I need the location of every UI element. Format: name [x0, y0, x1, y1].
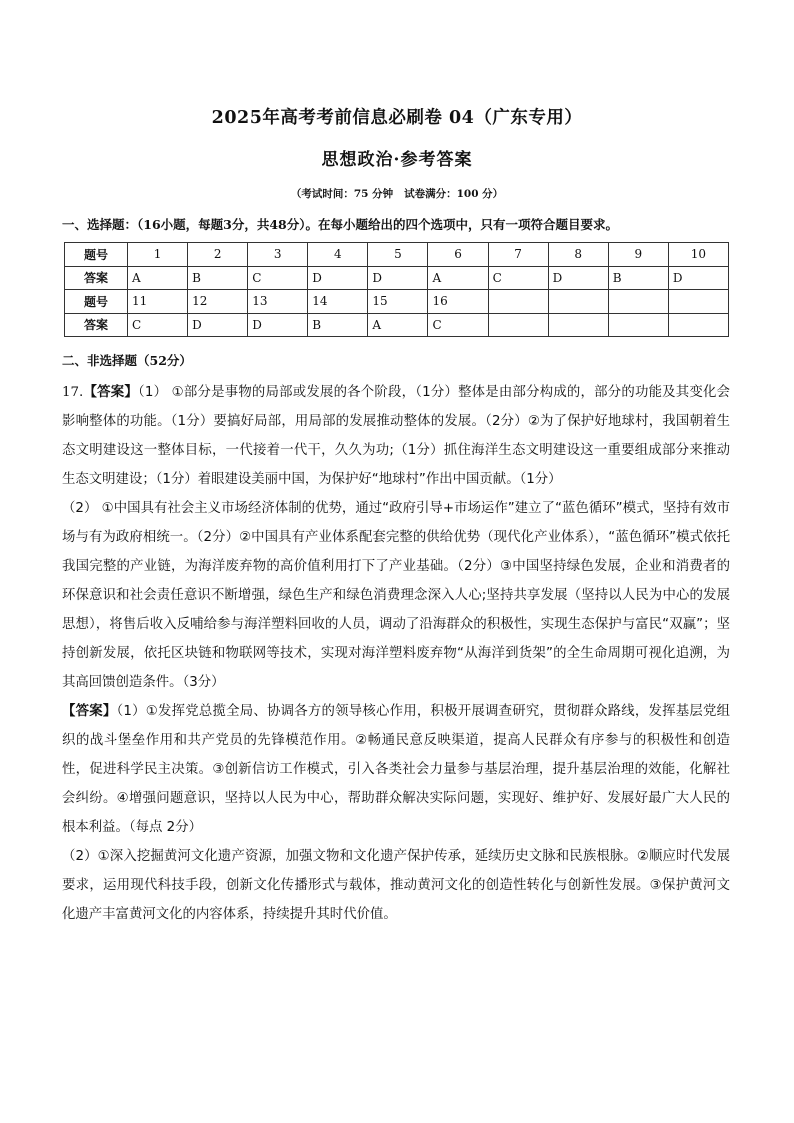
- question-number: [548, 290, 608, 314]
- answer-cell: A: [128, 266, 188, 290]
- q18-part1: [62, 697, 730, 842]
- question-number: 3: [248, 243, 308, 267]
- answer-cell: [608, 313, 668, 337]
- answer-cell: D: [668, 266, 728, 290]
- question-number: 11: [128, 290, 188, 314]
- q18-part1-text: （1）①发挥党总揽全局、协调各方的领导核心作用，积极开展调查研究，贯彻群众路线，发挥基层党组织的战斗堡垒作用和共产党员的先锋模范作用。②畅通民意反映渠道，提高人民群众有序参与的积极性和创造性，促进科学民主决策。③创新信访工作模式，引入各类社会力量参与基层治理，提升基层治理的效能，化解社会纠纷。④增强问题意识，坚持以人民为中心，帮助群众解决实际问题，实现好、维护好、发展好最广大人民的根本利益。（每点 2分）: [62, 704, 730, 835]
- answer-table: [64, 242, 729, 337]
- question-number: 9: [608, 243, 668, 267]
- section-2-heading: 二、非选择题（52分）: [62, 353, 192, 368]
- question-number: 4: [308, 243, 368, 267]
- table-row-answers-2: [65, 313, 729, 337]
- exam-info: （考试时间：75 分钟 试卷满分：100 分）: [290, 188, 504, 200]
- q17-part1-text: （1） ①部分是事物的局部或发展的各个阶段，（1分）整体是由部分构成的，部分的功能及其变化会影响整体的功能。（1分）要搞好局部，用局部的发展推动整体的发展。（2分）②为了保护好地球村，我国朝着生态文明建设这一整体目标，一代接着一代干，久久为功;（1分）抓住海洋生态文明建设这一重要组成部分来推动生态文明建设；（1分）着眼建设美丽中国，为保护好“地球村”作出中国贡献。（1分）: [62, 385, 731, 487]
- q17-part2-text: （2） ①中国具有社会主义市场经济体制的优势，通过“政府引导+市场运作”建立了“蓝色循环”模式，坚持有效市场与有为政府相统一。（2分）②中国具有产业体系配套完整的供给优势（现代化产业体系），“蓝色循环”模式依托我国完整的产业链，为海洋废弃物的高价值利用打下了产业基础。（2分）③中国坚持绿色发展，企业和消费者的环保意识和社会责任意识不断增强，绿色生产和绿色消费理念深入人心;坚持共享发展（坚持以人民为中心的发展思想），将售后收入反哺给参与海洋塑料回收的人员，调动了沿海群众的积极性，实现生态保护与富民“双赢”；坚持创新发展，依托区块链和物联网等技术，实现对海洋塑料废弃物“从海洋到货架”的全生命周期可视化追溯，为其高回馈创造条件。（3分）: [62, 501, 730, 690]
- answer-cell: [488, 313, 548, 337]
- answer-cell: B: [308, 313, 368, 337]
- answer-tag: 【答案】: [83, 385, 138, 400]
- question-number: 1: [128, 243, 188, 267]
- q18-part2-text: （2）①深入挖掘黄河文化遗产资源，加强文物和文化遗产保护传承，延续历史文脉和民族根脉。②顺应时代发展要求，运用现代科技手段，创新文化传播形式与载体，推动黄河文化的创造性转化与创新性发展。③保护黄河文化遗产丰富黄河文化的内容体系，持续提升其时代价值。: [62, 849, 730, 922]
- question-number: 7: [488, 243, 548, 267]
- label-number: 题号: [65, 290, 128, 314]
- answer-cell: D: [548, 266, 608, 290]
- answer-cell: D: [248, 313, 308, 337]
- table-row-numbers-2: [65, 290, 729, 314]
- q17-part2: [62, 494, 730, 697]
- answer-cell: D: [188, 313, 248, 337]
- question-number: [608, 290, 668, 314]
- question-number: 12: [188, 290, 248, 314]
- answer-cell: D: [308, 266, 368, 290]
- answer-cell: A: [368, 313, 428, 337]
- answer-cell: B: [188, 266, 248, 290]
- question-number: [668, 290, 728, 314]
- table-row-numbers-1: [65, 243, 729, 267]
- answer-cell: D: [368, 266, 428, 290]
- table-row-answers-1: [65, 266, 729, 290]
- answer-cell: C: [488, 266, 548, 290]
- answer-cell: A: [428, 266, 488, 290]
- label-number: 题号: [65, 243, 128, 267]
- answer-cell: C: [128, 313, 188, 337]
- question-number: 13: [248, 290, 308, 314]
- answer-cell: C: [428, 313, 488, 337]
- question-number: 5: [368, 243, 428, 267]
- answer-cell: C: [248, 266, 308, 290]
- question-number: 16: [428, 290, 488, 314]
- answer-cell: [548, 313, 608, 337]
- question-number: 15: [368, 290, 428, 314]
- question-number: 10: [668, 243, 728, 267]
- page-title: 2025年高考考前信息必刷卷 04（广东专用）: [211, 108, 583, 128]
- question-number: [488, 290, 548, 314]
- section-1-heading: 一、选择题：（16小题，每题3分，共48分）。在每小题给出的四个选项中，只有一项符合题目要求。: [62, 217, 618, 232]
- answer-tag: 【答案】: [62, 704, 117, 719]
- answer-cell: [668, 313, 728, 337]
- question-number: 6: [428, 243, 488, 267]
- q18-part2: [62, 842, 730, 929]
- page-subtitle: 思想政治·参考答案: [321, 150, 473, 170]
- question-number: 8: [548, 243, 608, 267]
- q17-part1: [62, 378, 730, 494]
- answer-cell: B: [608, 266, 668, 290]
- label-answer: 答案: [65, 313, 128, 337]
- question-number: 14: [308, 290, 368, 314]
- question-number: 2: [188, 243, 248, 267]
- question-17-number: 17.: [62, 385, 84, 400]
- answer-body: [62, 378, 730, 929]
- label-answer: 答案: [65, 266, 128, 290]
